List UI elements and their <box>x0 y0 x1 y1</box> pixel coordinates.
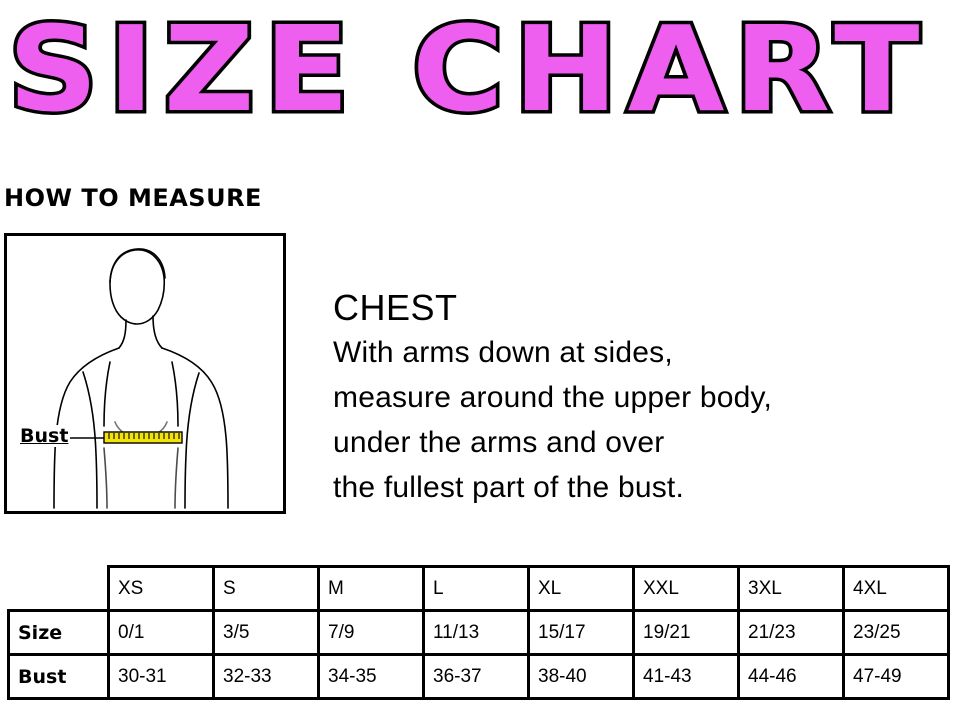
table-cell: 38-40 <box>529 655 634 699</box>
table-column-header: L <box>424 567 529 611</box>
table-cell: 47-49 <box>844 655 949 699</box>
table-column-header: M <box>319 567 424 611</box>
chest-heading: CHEST <box>333 287 458 328</box>
table-cell: 7/9 <box>319 611 424 655</box>
tape-measure-icon <box>104 432 182 443</box>
table-cell: 23/25 <box>844 611 949 655</box>
chest-description <box>333 330 933 510</box>
table-row <box>9 655 949 699</box>
bust-measure-label: Bust <box>20 425 69 447</box>
table-cell: 21/23 <box>739 611 844 655</box>
how-to-measure-heading: HOW TO MEASURE <box>4 184 262 212</box>
chest-description-line-1: With arms down at sides, <box>333 336 673 369</box>
table-column-header: 3XL <box>739 567 844 611</box>
table-row <box>9 611 949 655</box>
table-cell: 41-43 <box>634 655 739 699</box>
table-cell: 0/1 <box>109 611 214 655</box>
table-column-header: XS <box>109 567 214 611</box>
chest-description-line-3: under the arms and over <box>333 426 665 459</box>
page-title-banner <box>0 0 953 150</box>
table-cell: 3/5 <box>214 611 319 655</box>
table-column-header: XXL <box>634 567 739 611</box>
table-column-header: XL <box>529 567 634 611</box>
table-column-header: 4XL <box>844 567 949 611</box>
measurement-illustration <box>4 233 286 514</box>
table-header-row <box>9 567 949 611</box>
table-cell: 44-46 <box>739 655 844 699</box>
table-cell: 34-35 <box>319 655 424 699</box>
female-torso-icon <box>7 236 283 511</box>
chest-description-line-4: the fullest part of the bust. <box>333 471 685 504</box>
table-row-label: Bust <box>9 655 109 699</box>
table-row-label: Size <box>9 611 109 655</box>
size-chart-table <box>7 565 950 700</box>
table-column-header: S <box>214 567 319 611</box>
page-title: SIZE CHART <box>8 0 930 138</box>
table-cell: 32-33 <box>214 655 319 699</box>
table-cell: 19/21 <box>634 611 739 655</box>
chest-description-block <box>333 286 933 510</box>
table-cell: 36-37 <box>424 655 529 699</box>
table-corner-cell <box>9 567 109 611</box>
table-cell: 11/13 <box>424 611 529 655</box>
chest-description-line-2: measure around the upper body, <box>333 381 773 414</box>
table-cell: 15/17 <box>529 611 634 655</box>
table-cell: 30-31 <box>109 655 214 699</box>
